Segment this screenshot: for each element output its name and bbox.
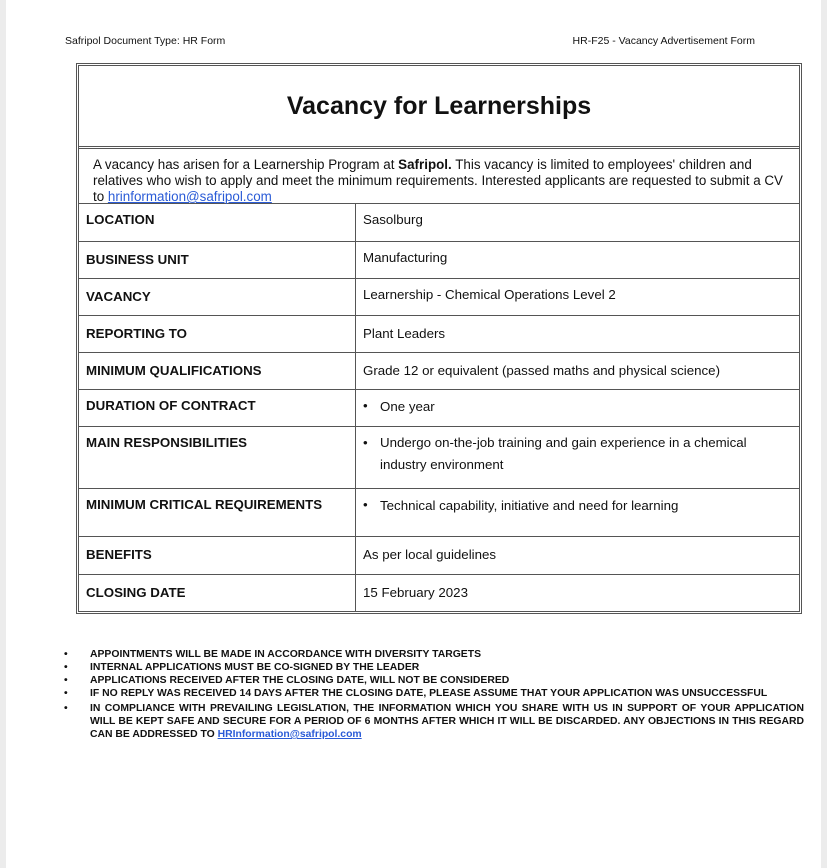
row-label: CLOSING DATE — [79, 574, 356, 611]
condition-text — [90, 702, 804, 741]
table-row — [79, 315, 799, 352]
row-value: As per local guidelines — [356, 536, 800, 574]
table-row — [79, 426, 799, 488]
row-label: MINIMUM QUALIFICATIONS — [79, 352, 356, 389]
condition-item — [64, 702, 804, 741]
table-row — [79, 241, 799, 278]
row-value — [356, 488, 800, 536]
condition-text: IF NO REPLY WAS RECEIVED 14 DAYS AFTER THE CLOSING DATE, PLEASE ASSUME THAT YOUR APPLICATION WAS UNSUCCESSFUL — [90, 688, 768, 699]
vacancy-details-table — [79, 204, 799, 611]
row-value: Manufacturing — [356, 241, 800, 278]
row-label: DURATION OF CONTRACT — [79, 389, 356, 426]
condition-text: APPLICATIONS RECEIVED AFTER THE CLOSING DATE, WILL NOT BE CONSIDERED — [90, 675, 510, 686]
table-row — [79, 574, 799, 611]
condition-text: APPOINTMENTS WILL BE MADE IN ACCORDANCE WITH DIVERSITY TARGETS — [90, 649, 482, 660]
table-row — [79, 352, 799, 389]
bullet-item — [363, 497, 793, 515]
row-value: Sasolburg — [363, 212, 423, 227]
condition-item — [64, 674, 804, 687]
hr-email-link[interactable]: hrinformation@safripol.com — [107, 189, 272, 204]
table-row — [79, 278, 799, 315]
bullet-item — [363, 435, 793, 476]
intro-paragraph — [79, 149, 799, 204]
table-row — [79, 488, 799, 536]
row-value: Learnership - Chemical Operations Level 2 — [356, 278, 800, 315]
row-value: 15 February 2023 — [356, 574, 800, 611]
row-label: MINIMUM CRITICAL REQUIREMENTS — [79, 488, 356, 536]
bullet-icon: • — [64, 703, 68, 714]
bullet-icon: • — [64, 675, 68, 686]
condition-item — [64, 661, 804, 674]
table-row — [79, 204, 799, 241]
vacancy-form — [76, 63, 802, 614]
row-value: Plant Leaders — [356, 315, 800, 352]
condition-item — [64, 687, 804, 700]
bullet-text: One year — [380, 398, 435, 414]
bullet-item — [363, 398, 793, 416]
form-title: Vacancy for Learnerships — [79, 66, 799, 149]
row-label: MAIN RESPONSIBILITIES — [79, 426, 356, 488]
bullet-icon: • — [363, 496, 368, 512]
intro-text-2: This vacancy is limited to employees' children and relatives who wish to apply and meet the minimum requirements. Interested applicants are requested to submit a CV to — [93, 157, 783, 204]
table-row — [79, 536, 799, 574]
hr-email-link[interactable]: HRInformation@safripol.com — [217, 729, 362, 740]
bullet-text: Technical capability, initiative and need for learning — [380, 497, 679, 513]
condition-text-body: IN COMPLIANCE WITH PREVAILING LEGISLATION, THE INFORMATION WHICH YOU SHARE WITH US IN SUPPORT OF YOUR APPLICATION WILL BE KEPT SAFE AND SECURE FOR A PERIOD OF 6 MONTHS AFTER WHICH IT WILL BE DISCARDED. ANY OBJECTIONS IN THIS REGARD CAN BE ADDRESSED TO — [90, 703, 804, 740]
document-page — [6, 0, 821, 868]
table-row — [79, 389, 799, 426]
form-code-header: HR-F25 - Vacancy Advertisement Form — [572, 35, 755, 47]
row-label: REPORTING TO — [79, 315, 356, 352]
row-label: VACANCY — [79, 278, 356, 315]
intro-text-1: A vacancy has arisen for a Learnership Program at — [93, 157, 399, 172]
condition-item — [64, 648, 804, 661]
document-type-header: Safripol Document Type: HR Form — [65, 35, 226, 47]
condition-text: INTERNAL APPLICATIONS MUST BE CO-SIGNED BY THE LEADER — [90, 662, 420, 673]
conditions-list — [64, 648, 804, 741]
row-value — [356, 389, 800, 426]
bullet-icon: • — [363, 397, 368, 413]
row-value: Grade 12 or equivalent (passed maths and physical science) — [356, 352, 800, 389]
row-label: BENEFITS — [79, 536, 356, 574]
bullet-icon: • — [363, 434, 368, 450]
bullet-icon: • — [64, 662, 68, 673]
company-name: Safripol. — [398, 157, 452, 172]
bullet-icon: • — [64, 688, 68, 699]
bullet-icon: • — [64, 649, 68, 660]
row-label: LOCATION — [79, 204, 356, 241]
row-value — [356, 426, 800, 488]
row-label: BUSINESS UNIT — [79, 241, 356, 278]
bullet-text: Undergo on-the-job training and gain experience in a chemical industry environment — [380, 434, 747, 472]
